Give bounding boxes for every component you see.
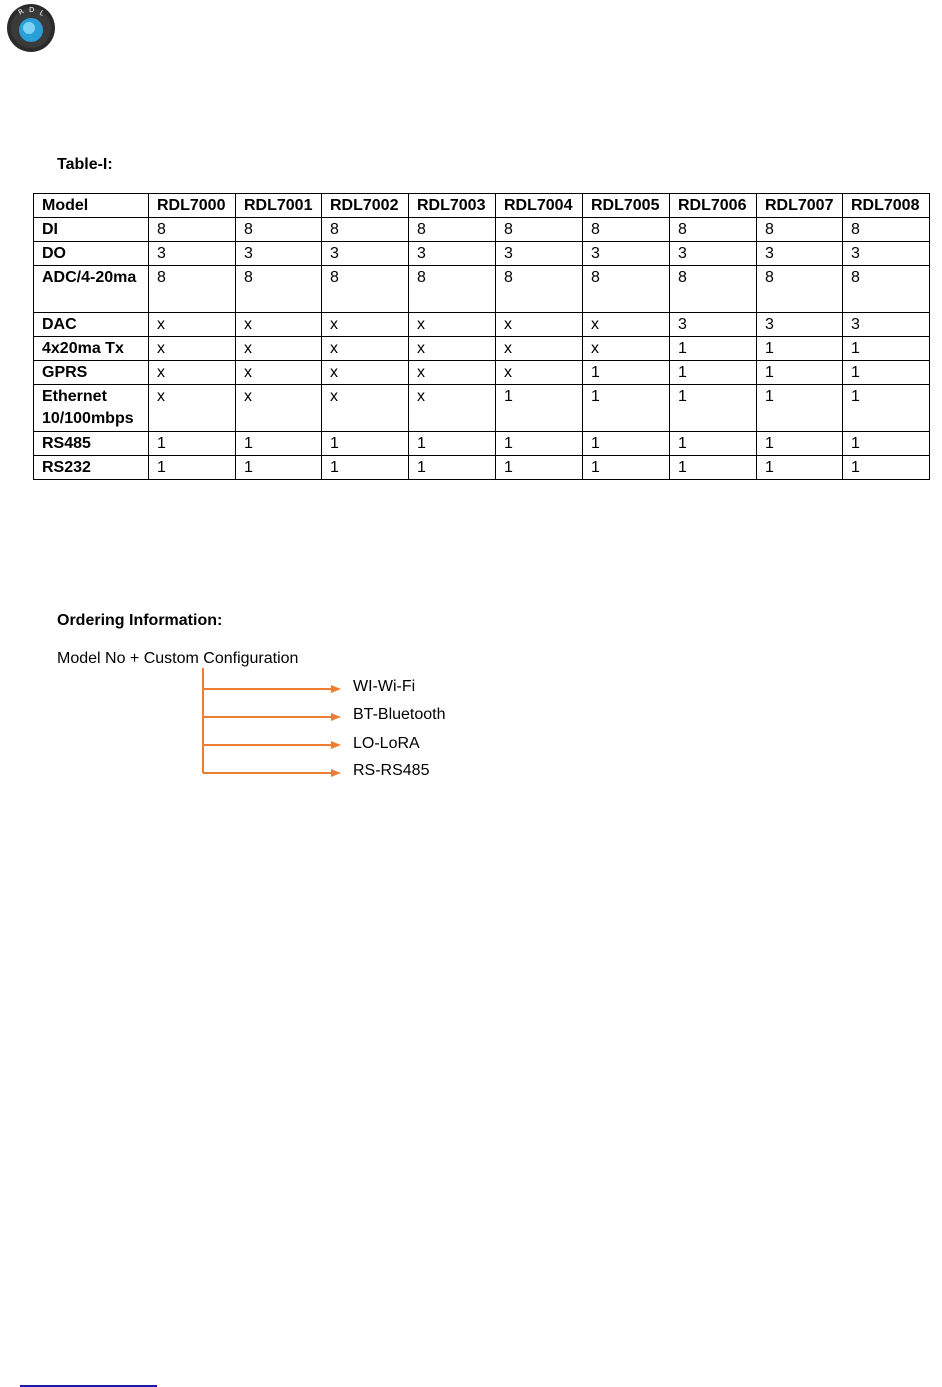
table-cell: 8: [757, 218, 843, 242]
option-rs485: RS-RS485: [353, 762, 430, 779]
table-cell: 1: [843, 432, 930, 456]
table-cell: x: [236, 337, 322, 361]
table-cell: 1: [670, 432, 757, 456]
table-cell: x: [409, 361, 496, 385]
table-cell: x: [409, 313, 496, 337]
table-cell: 8: [409, 266, 496, 313]
table-title: Table-I:: [57, 156, 113, 173]
table-cell: 8: [496, 218, 583, 242]
header-cell: RDL7006: [670, 194, 757, 218]
table-cell: 8: [670, 218, 757, 242]
row-label: RS485: [34, 432, 149, 456]
table-cell: 8: [843, 218, 930, 242]
table-cell: x: [149, 361, 236, 385]
table-cell: x: [322, 385, 409, 432]
header-cell: RDL7002: [322, 194, 409, 218]
table-cell: x: [236, 385, 322, 432]
table-cell: 1: [409, 456, 496, 480]
row-label: 4x20ma Tx: [34, 337, 149, 361]
row-label: DAC: [34, 313, 149, 337]
table-cell: 1: [236, 456, 322, 480]
table-cell: 8: [149, 218, 236, 242]
table-cell: x: [236, 361, 322, 385]
option-wifi: WI-Wi-Fi: [353, 678, 416, 695]
table-cell: 8: [583, 266, 670, 313]
table-cell: x: [322, 337, 409, 361]
arrow-right-icon: [331, 685, 341, 693]
table-cell: 1: [757, 385, 843, 432]
table-cell: 8: [496, 266, 583, 313]
table-cell: x: [149, 385, 236, 432]
header-cell: RDL7004: [496, 194, 583, 218]
header-cell: RDL7005: [583, 194, 670, 218]
table-cell: 3: [583, 242, 670, 266]
table-cell: 1: [757, 456, 843, 480]
svg-text:D: D: [29, 6, 35, 14]
table-cell: 1: [149, 456, 236, 480]
table-cell: 8: [149, 266, 236, 313]
header-cell: RDL7008: [843, 194, 930, 218]
row-label: ADC/4-20ma: [34, 266, 149, 313]
table-cell: x: [583, 313, 670, 337]
table-cell: x: [409, 385, 496, 432]
table-cell: 1: [496, 432, 583, 456]
table-cell: 1: [670, 385, 757, 432]
table-cell: 1: [670, 337, 757, 361]
table-cell: x: [496, 313, 583, 337]
table-cell: 3: [757, 242, 843, 266]
table-cell: 1: [149, 432, 236, 456]
option-lora: LO-LoRA: [353, 735, 420, 752]
row-label: GPRS: [34, 361, 149, 385]
table-cell: x: [149, 337, 236, 361]
table-cell: 1: [843, 337, 930, 361]
table-cell: 1: [670, 456, 757, 480]
table-cell: 1: [409, 432, 496, 456]
table-cell: 8: [322, 218, 409, 242]
table-cell: 3: [757, 313, 843, 337]
table-cell: 3: [496, 242, 583, 266]
row-label: RS232: [34, 456, 149, 480]
table-cell: 1: [843, 385, 930, 432]
table-cell: 1: [322, 456, 409, 480]
header-cell: RDL7003: [409, 194, 496, 218]
arrow-right-icon: [331, 713, 341, 721]
table-cell: 3: [322, 242, 409, 266]
table-cell: 3: [843, 242, 930, 266]
table-cell: 3: [149, 242, 236, 266]
table-cell: 1: [583, 385, 670, 432]
table-cell: 1: [843, 361, 930, 385]
table-cell: 3: [409, 242, 496, 266]
table-cell: 3: [670, 242, 757, 266]
arrow-right-icon: [331, 741, 341, 749]
header-model: Model: [34, 194, 149, 218]
table-cell: 1: [583, 456, 670, 480]
table-cell: 8: [236, 266, 322, 313]
ordering-title: Ordering Information:: [57, 612, 223, 629]
table-cell: 8: [670, 266, 757, 313]
table-cell: 1: [236, 432, 322, 456]
table-cell: 8: [236, 218, 322, 242]
header-cell: RDL7000: [149, 194, 236, 218]
header-cell: RDL7001: [236, 194, 322, 218]
table-cell: x: [149, 313, 236, 337]
table-cell: 8: [322, 266, 409, 313]
table-cell: x: [496, 337, 583, 361]
option-bluetooth: BT-Bluetooth: [353, 706, 446, 723]
table-cell: 1: [322, 432, 409, 456]
table-cell: 1: [583, 432, 670, 456]
table-cell: 1: [583, 361, 670, 385]
row-label: Ethernet 10/100mbps: [34, 385, 149, 432]
header-cell: RDL7007: [757, 194, 843, 218]
arrow-right-icon: [331, 769, 341, 777]
table-cell: 1: [670, 361, 757, 385]
ordering-model-line: Model No + Custom Configuration: [57, 650, 299, 667]
table-cell: 1: [757, 337, 843, 361]
table-cell: 8: [757, 266, 843, 313]
table-cell: x: [322, 361, 409, 385]
table-cell: x: [236, 313, 322, 337]
table-cell: 3: [236, 242, 322, 266]
table-cell: x: [322, 313, 409, 337]
table-cell: 8: [583, 218, 670, 242]
table-cell: 8: [409, 218, 496, 242]
svg-text:L: L: [38, 8, 46, 18]
table-cell: 1: [757, 432, 843, 456]
table-cell: 1: [757, 361, 843, 385]
table-cell: 8: [843, 266, 930, 313]
table-cell: x: [496, 361, 583, 385]
table-cell: 3: [843, 313, 930, 337]
row-label: DI: [34, 218, 149, 242]
table-cell: 3: [670, 313, 757, 337]
table-cell: x: [409, 337, 496, 361]
row-label: DO: [34, 242, 149, 266]
table-cell: 1: [496, 385, 583, 432]
table-cell: x: [583, 337, 670, 361]
table-cell: 1: [496, 456, 583, 480]
svg-text:R: R: [17, 7, 26, 17]
table-cell: 1: [843, 456, 930, 480]
